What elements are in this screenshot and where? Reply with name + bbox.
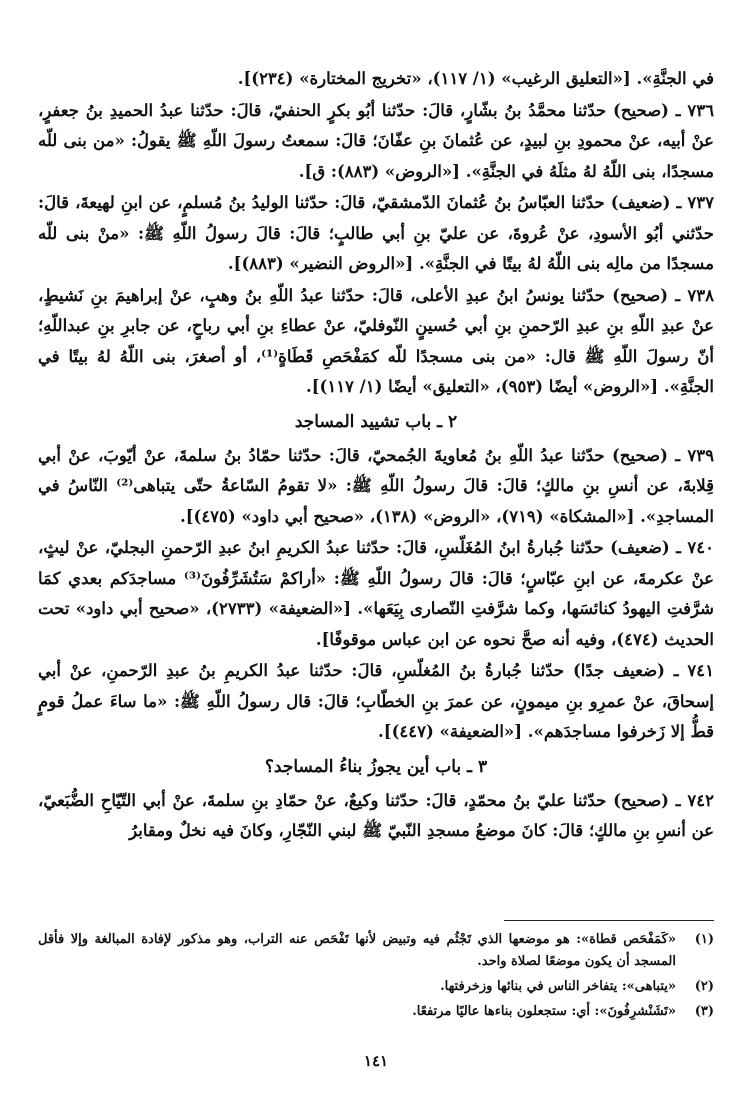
footnote-number: (٢) — [694, 979, 714, 994]
paragraph-continuation: في الجنَّةِ». [«التعليق الرغيب» (١/ ١١٧)، «تخريج المختارة» (٢٣٤)]. — [237, 69, 714, 88]
hadith-737: ٧٣٧ ـ (ضعيف) حدّثنا العبّاسُ بنُ عُثمانَ الدّمشقيّ، قالَ: حدّثنا الوليدُ بنُ مُسلمٍ، عن ابنِ لهيعةَ، قالَ: حدّثني أبُو الأسودِ، عنْ عُروةَ، عن عليّ بنِ أبي طالبٍ؛ قالَ: قالَ رسولُ اللّهِ ﷺ: «منْ بنى للّه مسجدًا من مالِه بنى اللّهُ لهُ بيتًا في الجنَّةِ». [«الروض النضير» (٨٨٣)]. — [38, 193, 714, 273]
hadith-740: ٧٤٠ ـ (ضعيف) حدّثنا جُبارةُ ابنُ المُغَلّسِ، قالَ: حدّثنا عبدُ الكريمِ ابنُ عبدِ الرّحمنِ البجليّ، عنْ ليثٍ، عنْ عكرمةَ، عن ابنِ عبّاسٍ؛ قالَ: قالَ رسولُ اللّهِ ﷺ: «أراكمْ سَتُشَرِّفُونَ⁽³⁾ مساجدَكم بعدي كمَا شرَّفتِ اليهودُ كنائسَها، وكما شرَّفتِ النّصارى بِيَعَها». [«الضعيفة» (٢٧٣٣)، «صحيح أبي داود» تحت الحديث (٤٧٤)، وفيه أنه صحَّ نحوه عن ابن عباس موقوفًا]. — [38, 538, 715, 649]
hadith-739: ٧٣٩ ـ (صحيح) حدّثنا عبدُ اللّهِ بنُ مُعاويةَ الجُمحيّ، قالَ: حدّثنا حمّادُ بنُ سلمةَ، عنْ أيّوبَ، عنْ أبي قِلابةَ، عن أنسِ بنِ مالكٍ؛ قالَ: قالَ رسولُ اللّهِ ﷺ: «لا تقومُ السّاعةُ حتّى يتباهى⁽²⁾ النّاسُ في المساجدِ». [«المشكاة» (٧١٩)، «الروض» (١٣٨)، «صحيح أبي داود» (٤٧٥)]. — [38, 445, 714, 526]
hadith-736: ٧٣٦ ـ (صحيح) حدّثنا محمَّدُ بنُ بشّارٍ، قالَ: حدّثنا أبُو بكرٍ الحنفيّ، قالَ: حدّثنا عبدُ الحميدِ بنُ جعفرٍ، عنْ أبيه، عنْ محمودِ بنِ لبيدٍ، عن عُثمانَ بنِ عفّانَ؛ قالَ: سمعتُ رسولَ اللّهِ ﷺ يقولُ: «من بنى للّه مسجدًا، بنى اللّهُ لهُ مثلَهُ في الجنَّةِ». [«الروض» (٨٨٣): ق]. — [38, 100, 714, 181]
footnote-3 — [38, 1001, 714, 1023]
hadith-738: ٧٣٨ ـ (صحيح) حدّثنا يونسُ ابنُ عبدِ الأعلى، قالَ: حدّثنا عبدُ اللّهِ بنُ وهبٍ، عنْ إبراهيمَ بنِ نَشيطٍ، عنْ عبدِ اللّهِ بنِ عبدِ الرّحمنِ بنِ أبي حُسينٍ النّوفليّ، عنْ عطاءِ بنِ أبي رباحٍ، عن جابرِ بنِ عبداللّهِ؛ أنّ رسولَ اللّهِ ﷺ قال: «من بنى مسجدًا للّه كمَفْحَصِ قَطَاةٍ⁽¹⁾، أو أصغرَ، بنى اللّهُ لهُ بيتًا في الجنَّةِ». [«الروض» أيضًا (٩٥٣)، «التعليق» أيضًا (١/ ١١٧)]. — [38, 285, 714, 396]
footnote-number: (١) — [694, 932, 714, 947]
footnote-divider — [504, 920, 714, 921]
chapter-heading-2: ٢ ـ باب تشييد المساجد — [294, 411, 458, 432]
footnote-text: «كَمَفْحَص قطاة»: هو موضعها الذي تَجْثُم فيه وتبيض لأنها تَفْحَص عنه التراب، وهو مذكور لإفادة المبالغة وإلا فأقل المسجد أن يكون موضعًا لصلاة واحد. — [38, 932, 676, 969]
hadith-742: ٧٤٢ ـ (صحيح) حدّثنا عليّ بنُ محمّدٍ، قالَ: حدّثنا وكيعٌ، عنْ حمّادِ بنِ سلمةَ، عنْ أبي التّيّاحِ الضُّبَعيّ، عن أنسِ بنِ مالكٍ؛ قالَ: كانَ موضعُ مسجدِ النّبيّ ﷺ لبني النّجّارِ، وكانَ فيه نخلٌ ومقابرُ — [38, 790, 714, 840]
book-page — [38, 58, 714, 1097]
footnote-text: «يتباهى»: يتفاخر الناس في بنائها وزخرفتها. — [440, 979, 676, 994]
footnote-1 — [38, 929, 714, 973]
footnote-2 — [38, 976, 714, 998]
hadith-741: ٧٤١ ـ (ضعيف جدًا) حدّثنا جُبارةُ بنُ المُغلّسِ، قالَ: حدّثنا عبدُ الكريمِ بنُ عبدِ الرّحمنِ، عنْ أبي إسحاقَ، عنْ عمرِو بنِ ميمونٍ، عن عمرَ بنِ الخطّابِ؛ قالَ: قال رسولُ اللّهِ ﷺ: «ما ساءَ عملُ قومٍ قطُّ إلا زَخرفوا مساجدَهم». [«الضعيفة» (٤٤٧)]. — [38, 661, 714, 741]
footnote-text: «تَشَنْشرِفُونَ»: أي: ستجعلون بناءها عاليًا مرتفعًا. — [412, 1004, 676, 1019]
footnote-number: (٣) — [694, 1004, 714, 1019]
footnotes — [38, 929, 714, 1026]
page-number: ١٤١ — [363, 1052, 389, 1070]
chapter-heading-3: ٣ ـ باب أين يجوزُ بناءُ المساجد؟ — [264, 756, 488, 777]
